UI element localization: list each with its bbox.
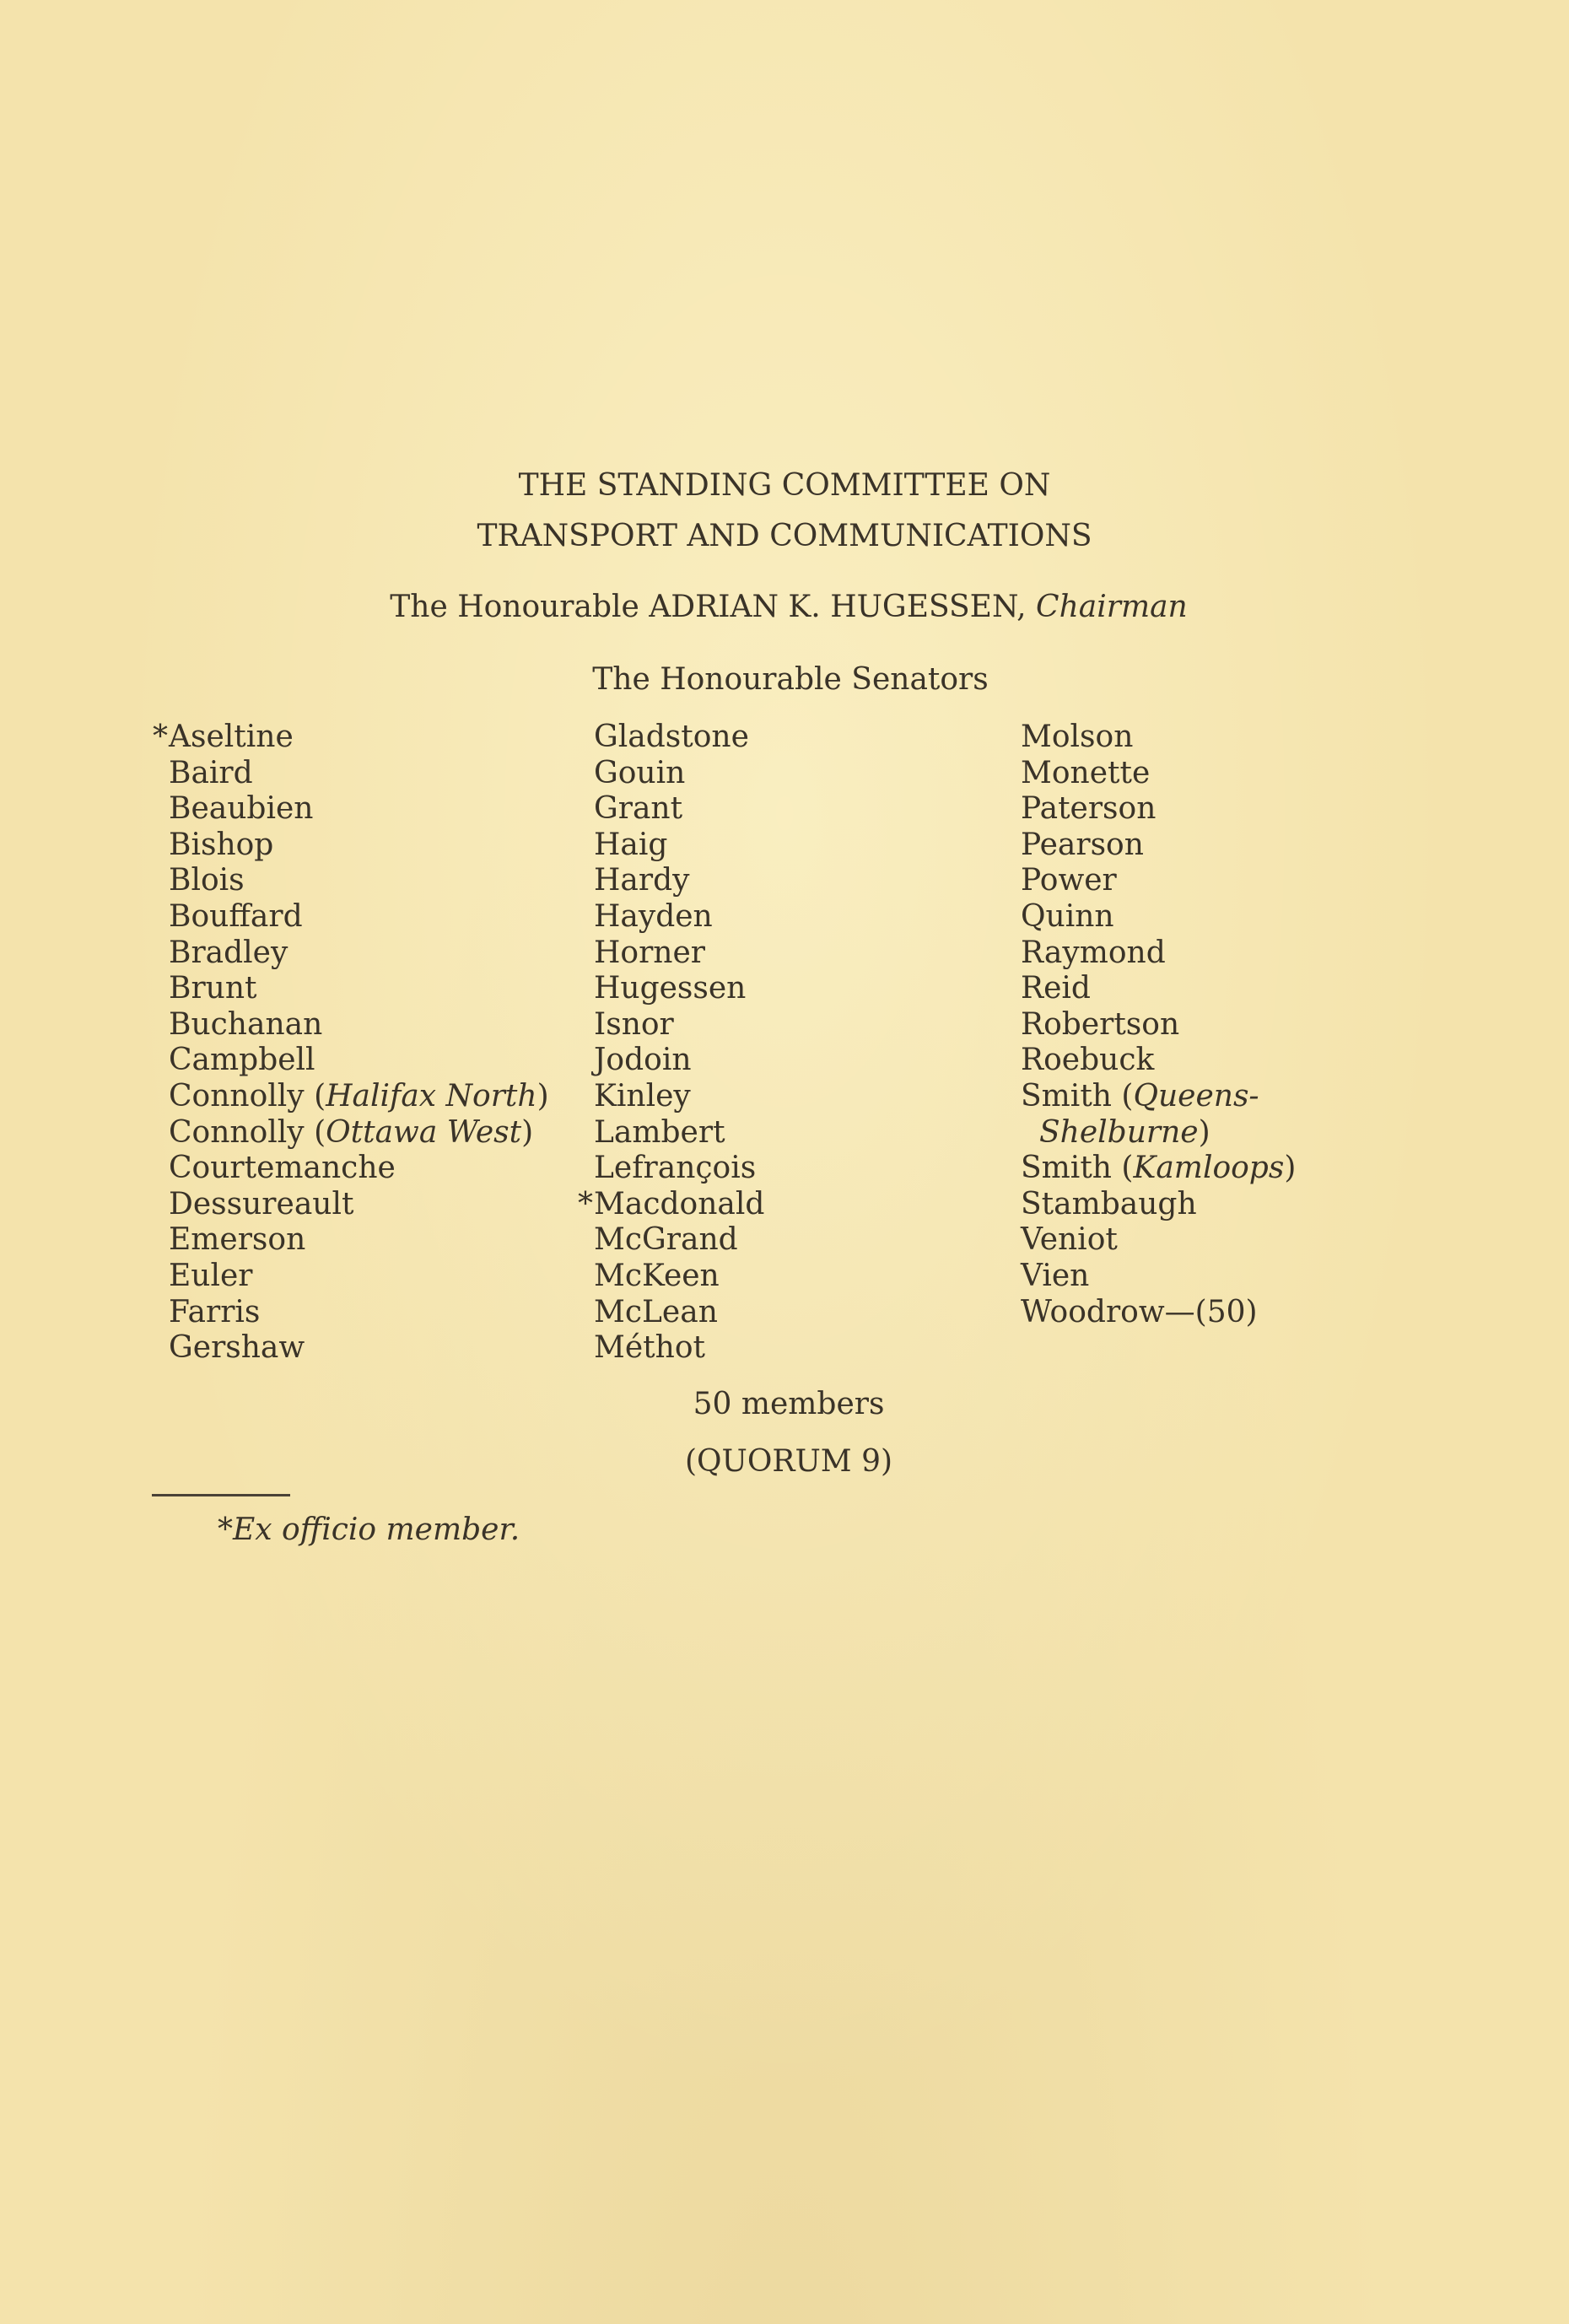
chairman-role: Chairman xyxy=(1036,590,1188,624)
senator-name-text: Gladstone xyxy=(594,720,749,754)
senator-name xyxy=(169,899,549,936)
senator-name-text: Hayden xyxy=(594,898,713,934)
senator-name xyxy=(169,1259,549,1295)
senator-name xyxy=(1021,936,1296,972)
senator-name-suffix: ) xyxy=(536,1078,549,1113)
senator-name xyxy=(594,1222,764,1259)
senator-name xyxy=(594,756,764,792)
senator-name-text: Bishop xyxy=(169,827,274,862)
senator-name xyxy=(1021,720,1296,756)
senator-name xyxy=(594,1151,764,1187)
senator-name-text: Connolly ( xyxy=(169,1114,326,1150)
senator-name-text: Macdonald xyxy=(594,1186,765,1221)
senator-name xyxy=(1021,791,1296,828)
senator-constituency: Halifax North xyxy=(326,1078,537,1113)
senators-column-3 xyxy=(1021,720,1296,1330)
senator-name-text: Beaubien xyxy=(169,791,314,827)
senator-name xyxy=(594,971,764,1007)
senator-name xyxy=(594,1295,764,1331)
senator-name-text: Brunt xyxy=(169,971,257,1006)
senator-name xyxy=(1021,1151,1296,1187)
senator-name-text: McLean xyxy=(594,1294,718,1329)
senator-name xyxy=(594,1259,764,1295)
senator-name xyxy=(1021,828,1296,864)
senators-column-1 xyxy=(153,720,549,1367)
senator-name xyxy=(169,1079,549,1115)
senator-name-text: Emerson xyxy=(169,1222,306,1258)
senators-heading: The Honourable Senators xyxy=(592,662,989,697)
senator-name xyxy=(169,971,549,1007)
senator-name xyxy=(594,1330,764,1367)
senator-name-text: Baird xyxy=(169,755,253,790)
senator-name xyxy=(594,720,764,756)
footnote-rule xyxy=(152,1494,290,1496)
senator-name-text: McGrand xyxy=(594,1222,738,1258)
senator-name-text: Connolly ( xyxy=(169,1078,326,1113)
senator-name xyxy=(1021,1259,1296,1295)
senator-constituency: Shelburne xyxy=(1039,1114,1199,1150)
committee-title-line-1: THE STANDING COMMITTEE ON xyxy=(518,468,1051,503)
senator-name xyxy=(1021,1222,1296,1259)
chairman-name: The Honourable ADRIAN K. HUGESSEN, xyxy=(390,590,1037,624)
senator-name xyxy=(169,1330,549,1367)
senator-name-text: Gouin xyxy=(594,755,686,790)
senator-name-text: Courtemanche xyxy=(169,1151,396,1186)
senator-name xyxy=(1021,1115,1296,1151)
senator-name xyxy=(169,1151,549,1187)
senator-name-text: Campbell xyxy=(169,1043,315,1078)
senator-name-text: Hardy xyxy=(594,863,690,898)
senator-name-text: Jodoin xyxy=(594,1043,692,1078)
senator-name-text: Isnor xyxy=(594,1006,674,1042)
senator-name xyxy=(578,1186,765,1223)
senator-name-text: Vien xyxy=(1021,1258,1090,1293)
senator-name-suffix: ) xyxy=(1198,1114,1210,1150)
senator-name-text: Kinley xyxy=(594,1078,691,1113)
senator-name-text: Paterson xyxy=(1021,791,1157,827)
senator-name-text: Bradley xyxy=(169,935,288,970)
senator-name-text: Veniot xyxy=(1021,1222,1118,1258)
senator-name-text: Gershaw xyxy=(169,1330,305,1366)
senator-name-text: Raymond xyxy=(1021,935,1166,970)
senator-name-text: Horner xyxy=(594,935,705,970)
senator-name-text: Grant xyxy=(594,791,683,827)
senator-name xyxy=(169,756,549,792)
senator-name-text: Dessureault xyxy=(169,1186,354,1221)
footnote: *Ex officio member. xyxy=(218,1512,520,1547)
ex-officio-asterisk: * xyxy=(578,1186,593,1221)
committee-title-line-2: TRANSPORT AND COMMUNICATIONS xyxy=(477,519,1092,553)
senator-name-text: Monette xyxy=(1021,755,1151,790)
senator-name xyxy=(1021,1007,1296,1043)
senator-name-text: Pearson xyxy=(1021,827,1144,862)
senator-name xyxy=(594,1079,764,1115)
senator-name-text: Quinn xyxy=(1021,898,1114,934)
senator-name-text: Euler xyxy=(169,1258,253,1293)
senator-name-text: Blois xyxy=(169,863,245,898)
senator-name-text: Roebuck xyxy=(1021,1043,1155,1078)
members-count: 50 members xyxy=(693,1387,885,1421)
senator-name xyxy=(169,936,549,972)
senator-name xyxy=(1021,863,1296,899)
senator-name-text: Hugessen xyxy=(594,971,747,1006)
senator-name xyxy=(169,1222,549,1259)
senator-name-text: Buchanan xyxy=(169,1006,323,1042)
senator-name xyxy=(594,1043,764,1079)
quorum: (QUORUM 9) xyxy=(684,1444,893,1479)
senator-name xyxy=(594,1115,764,1151)
senator-name-text: Smith ( xyxy=(1021,1151,1134,1186)
senator-name xyxy=(1021,756,1296,792)
senator-name xyxy=(1021,1295,1296,1331)
senator-name xyxy=(1021,971,1296,1007)
senator-name xyxy=(594,899,764,936)
senator-name xyxy=(153,720,549,756)
senator-name-text: Smith ( xyxy=(1021,1078,1134,1113)
senator-name xyxy=(169,1187,549,1223)
senator-constituency: Queens- xyxy=(1133,1078,1259,1113)
senator-name xyxy=(594,791,764,828)
senator-name-text: Méthot xyxy=(594,1330,705,1366)
senator-name-suffix: ) xyxy=(521,1114,534,1150)
senator-constituency: Ottawa West xyxy=(326,1114,522,1150)
senator-name-text: Molson xyxy=(1021,720,1134,754)
senator-name xyxy=(169,791,549,828)
senator-name-text: McKeen xyxy=(594,1258,720,1293)
senator-name-text: Bouffard xyxy=(169,898,303,934)
senator-name-text: Robertson xyxy=(1021,1006,1180,1042)
senator-name xyxy=(594,863,764,899)
senator-name xyxy=(169,1295,549,1331)
senator-name xyxy=(169,1043,549,1079)
senator-name-text: Farris xyxy=(169,1294,261,1329)
senator-name xyxy=(169,828,549,864)
senator-name-text: Haig xyxy=(594,827,668,862)
chairman-line xyxy=(0,589,1569,626)
senator-name xyxy=(594,1007,764,1043)
senator-name xyxy=(594,936,764,972)
senator-name-text: Power xyxy=(1021,863,1117,898)
senator-name xyxy=(1021,1079,1296,1115)
senator-constituency: Kamloops xyxy=(1133,1151,1285,1186)
senator-name xyxy=(1021,1187,1296,1223)
senator-name-suffix: ) xyxy=(1284,1151,1297,1186)
senator-name xyxy=(169,863,549,899)
senator-name-text: Reid xyxy=(1021,971,1091,1006)
senator-name-text: Lambert xyxy=(594,1114,725,1150)
ex-officio-asterisk: * xyxy=(153,720,168,754)
senators-column-2 xyxy=(578,720,765,1367)
senator-name-text: Lefrançois xyxy=(594,1151,757,1186)
senator-name xyxy=(169,1115,549,1151)
senator-name xyxy=(594,828,764,864)
senator-name xyxy=(1021,899,1296,936)
senator-name-text: Woodrow—(50) xyxy=(1021,1294,1258,1329)
senator-name xyxy=(1021,1043,1296,1079)
senator-name xyxy=(169,1007,549,1043)
senator-name-text: Stambaugh xyxy=(1021,1186,1197,1221)
senator-name-text: Aseltine xyxy=(169,720,294,754)
